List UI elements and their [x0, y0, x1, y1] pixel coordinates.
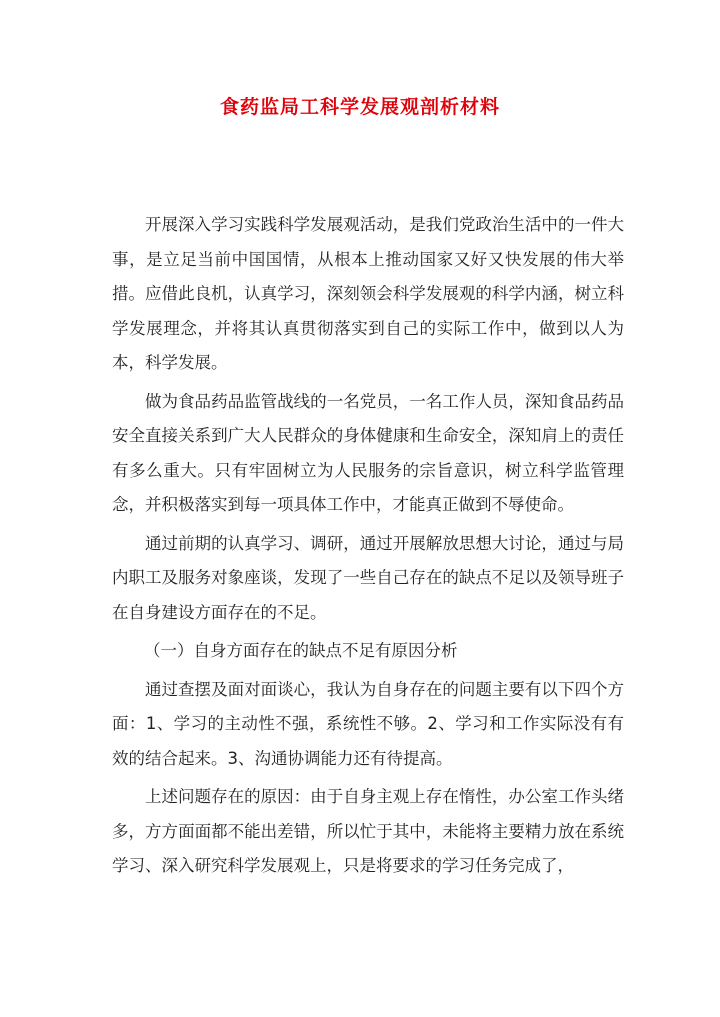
paragraph-4: 通过查摆及面对面谈心，我认为自身存在的问题主要有以下四个方面：1、学习的主动性不强，系统性不够。2、学习和工作实际没有有效的结合起来。3、沟通协调能力还有待提高。 — [112, 679, 624, 768]
paragraph-5: 上述问题存在的原因：由于自身主观上存在惰性，办公室工作头绪多，方方面面都不能出差错，所以忙于其中，未能将主要精力放在系统学习、深入研究科学发展观上，只是将要求的学习任务完成了， — [112, 787, 624, 875]
document-title: 食药监局工科学发展观剖析材料 — [219, 96, 500, 118]
section-heading: （一）自身方面存在的缺点不足有原因分析 — [144, 641, 458, 660]
paragraph-3: 通过前期的认真学习、调研，通过开展解放思想大讨论，通过与局内职工及服务对象座谈，发现了一些自己存在的缺点不足以及领导班子在自身建设方面存在的不足。 — [112, 533, 624, 622]
document-body — [112, 208, 624, 888]
paragraph-1: 开展深入学习实践科学发展观活动，是我们党政治生活中的一件大事，是立足当前中国国情，从根本上推动国家又好又快发展的伟大举措。应借此良机，认真学习，深刻领会科学发展观的科学内涵，树立科学发展理念，并将其认真贯彻落实到自己的实际工作中，做到以人为本，科学发展。 — [112, 215, 624, 372]
paragraph-2: 做为食品药品监管战线的一名党员，一名工作人员，深知食品药品安全直接关系到广大人民群众的身体健康和生命安全，深知肩上的责任有多么重大。只有牢固树立为人民服务的宗旨意识，树立科学监管理念，并积极落实到每一项具体工作中，才能真正做到不辱使命。 — [112, 391, 624, 514]
